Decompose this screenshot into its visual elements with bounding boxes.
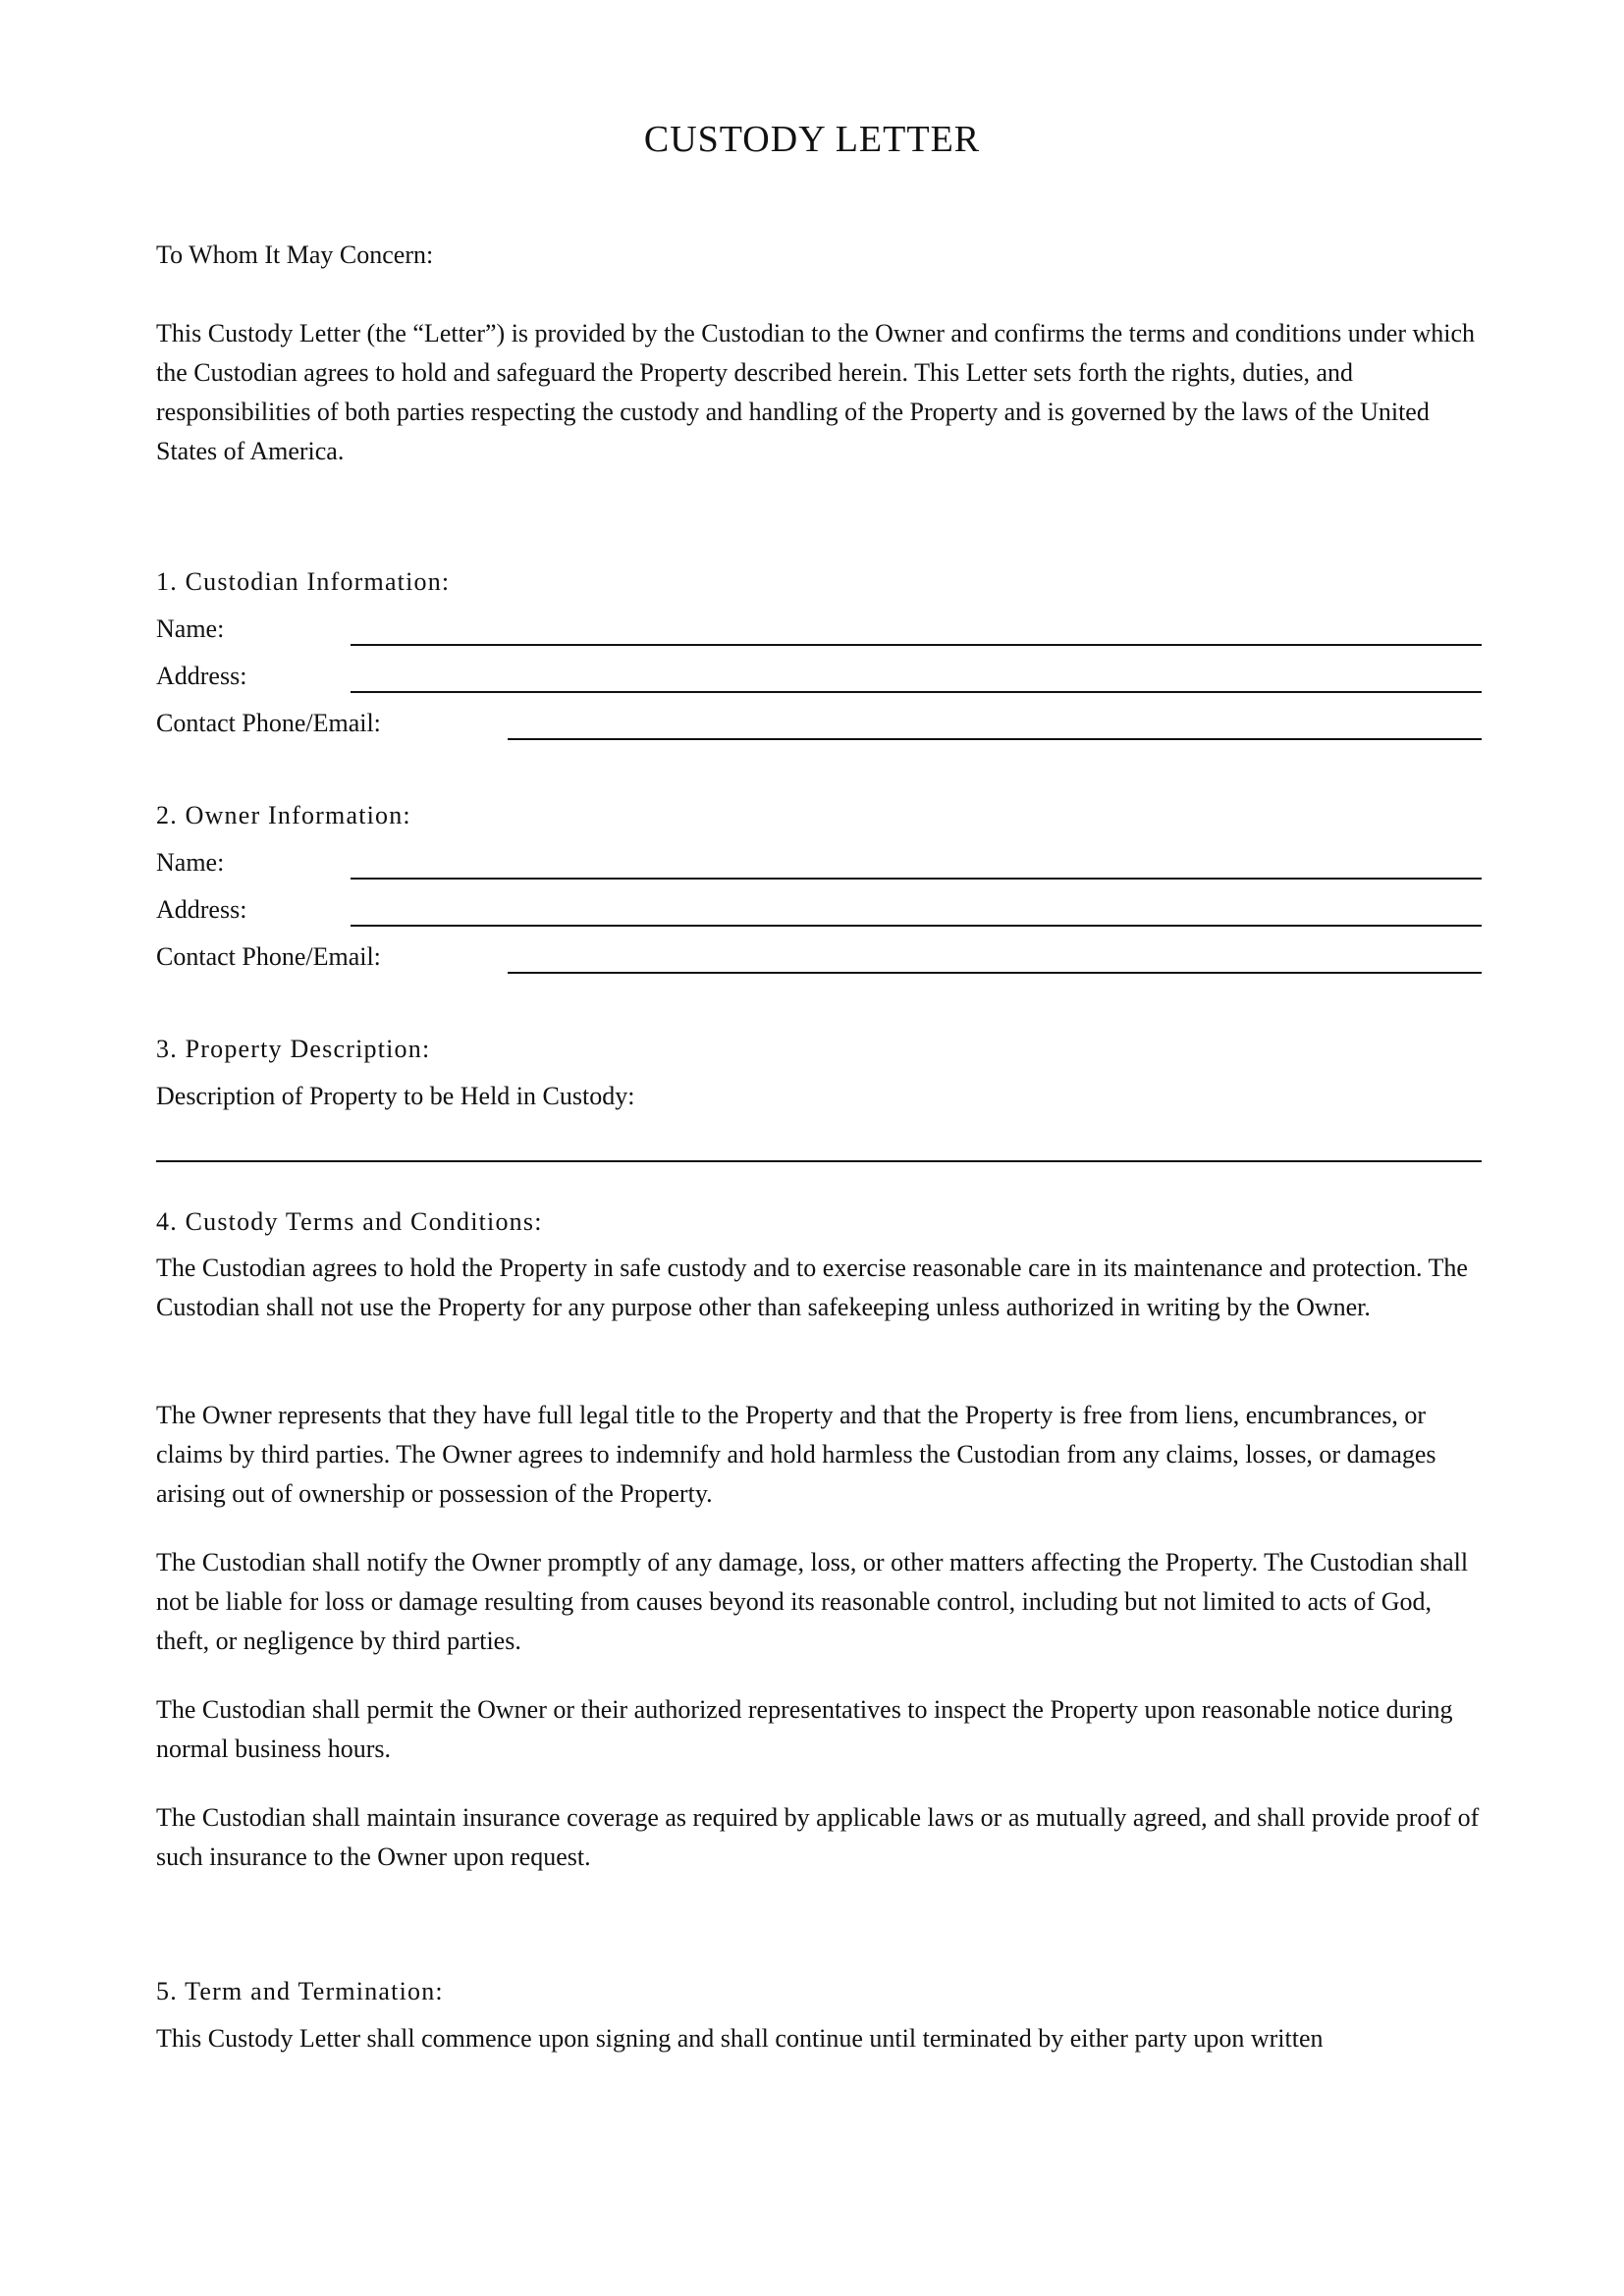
custodian-contact-label: Contact Phone/Email: [156,709,381,737]
terms-paragraph: The Custodian agrees to hold the Property in safe custody and to exercise reasonable care in its maintenance and protection. The Custodian shall not use the Property for any purpose other than safekeeping unless authorized in writing by the Owner. [156,1254,1468,1321]
owner-name-field[interactable] [351,878,1482,880]
custodian-name-field[interactable] [351,644,1482,646]
owner-address-field[interactable] [351,925,1482,927]
owner-contact-field[interactable] [508,972,1482,974]
section-heading-custody-terms: 4. Custody Terms and Conditions: [156,1207,543,1236]
section-heading-term-termination: 5. Term and Termination: [156,1977,444,2005]
owner-address-label: Address: [156,895,247,924]
terms-paragraph: The Custodian shall permit the Owner or their authorized representatives to inspect the Property upon reasonable notice during normal business hours. [156,1695,1453,1763]
terms-paragraph: The Custodian shall maintain insurance coverage as required by applicable laws or as mutually agreed, and shall provide proof of such insurance to the Owner upon request. [156,1803,1480,1871]
custodian-address-field[interactable] [351,691,1482,693]
section-heading-custodian-information: 1. Custodian Information: [156,567,451,596]
custodian-address-label: Address: [156,662,247,690]
intro-paragraph: This Custody Letter (the “Letter”) is provided by the Custodian to the Owner and confirms the terms and conditions under which the Custodian agrees to hold and safeguard the Property described herein. This Letter sets forth the rights, duties, and responsibilities of both parties respecting the custody and handling of the Property and is governed by the laws of the United States of America. [156,319,1476,465]
property-description-label: Description of Property to be Held in Custody: [156,1082,635,1110]
terms-paragraph: The Custodian shall notify the Owner promptly of any damage, loss, or other matters affecting the Property. The Custodian shall not be liable for loss or damage resulting from causes beyond its reasonable control, including but not limited to acts of God, theft, or negligence by third parties. [156,1548,1469,1655]
custodian-contact-field[interactable] [508,738,1482,740]
terms-paragraph: The Owner represents that they have full legal title to the Property and that the Property is free from liens, encumbrances, or claims by third parties. The Owner agrees to indemnify and hold harmless the Custodian from any claims, losses, or damages arising out of ownership or possession of the Property. [156,1401,1436,1508]
document-title: CUSTODY LETTER [643,119,981,160]
property-description-field[interactable] [156,1160,1482,1162]
section-heading-owner-information: 2. Owner Information: [156,801,411,829]
salutation: To Whom It May Concern: [156,240,434,269]
custodian-name-label: Name: [156,614,225,643]
termination-paragraph: This Custody Letter shall commence upon signing and shall continue until terminated by either party upon written [156,2024,1324,2053]
owner-name-label: Name: [156,848,225,877]
section-heading-property-description: 3. Property Description: [156,1035,431,1063]
owner-contact-label: Contact Phone/Email: [156,942,381,971]
